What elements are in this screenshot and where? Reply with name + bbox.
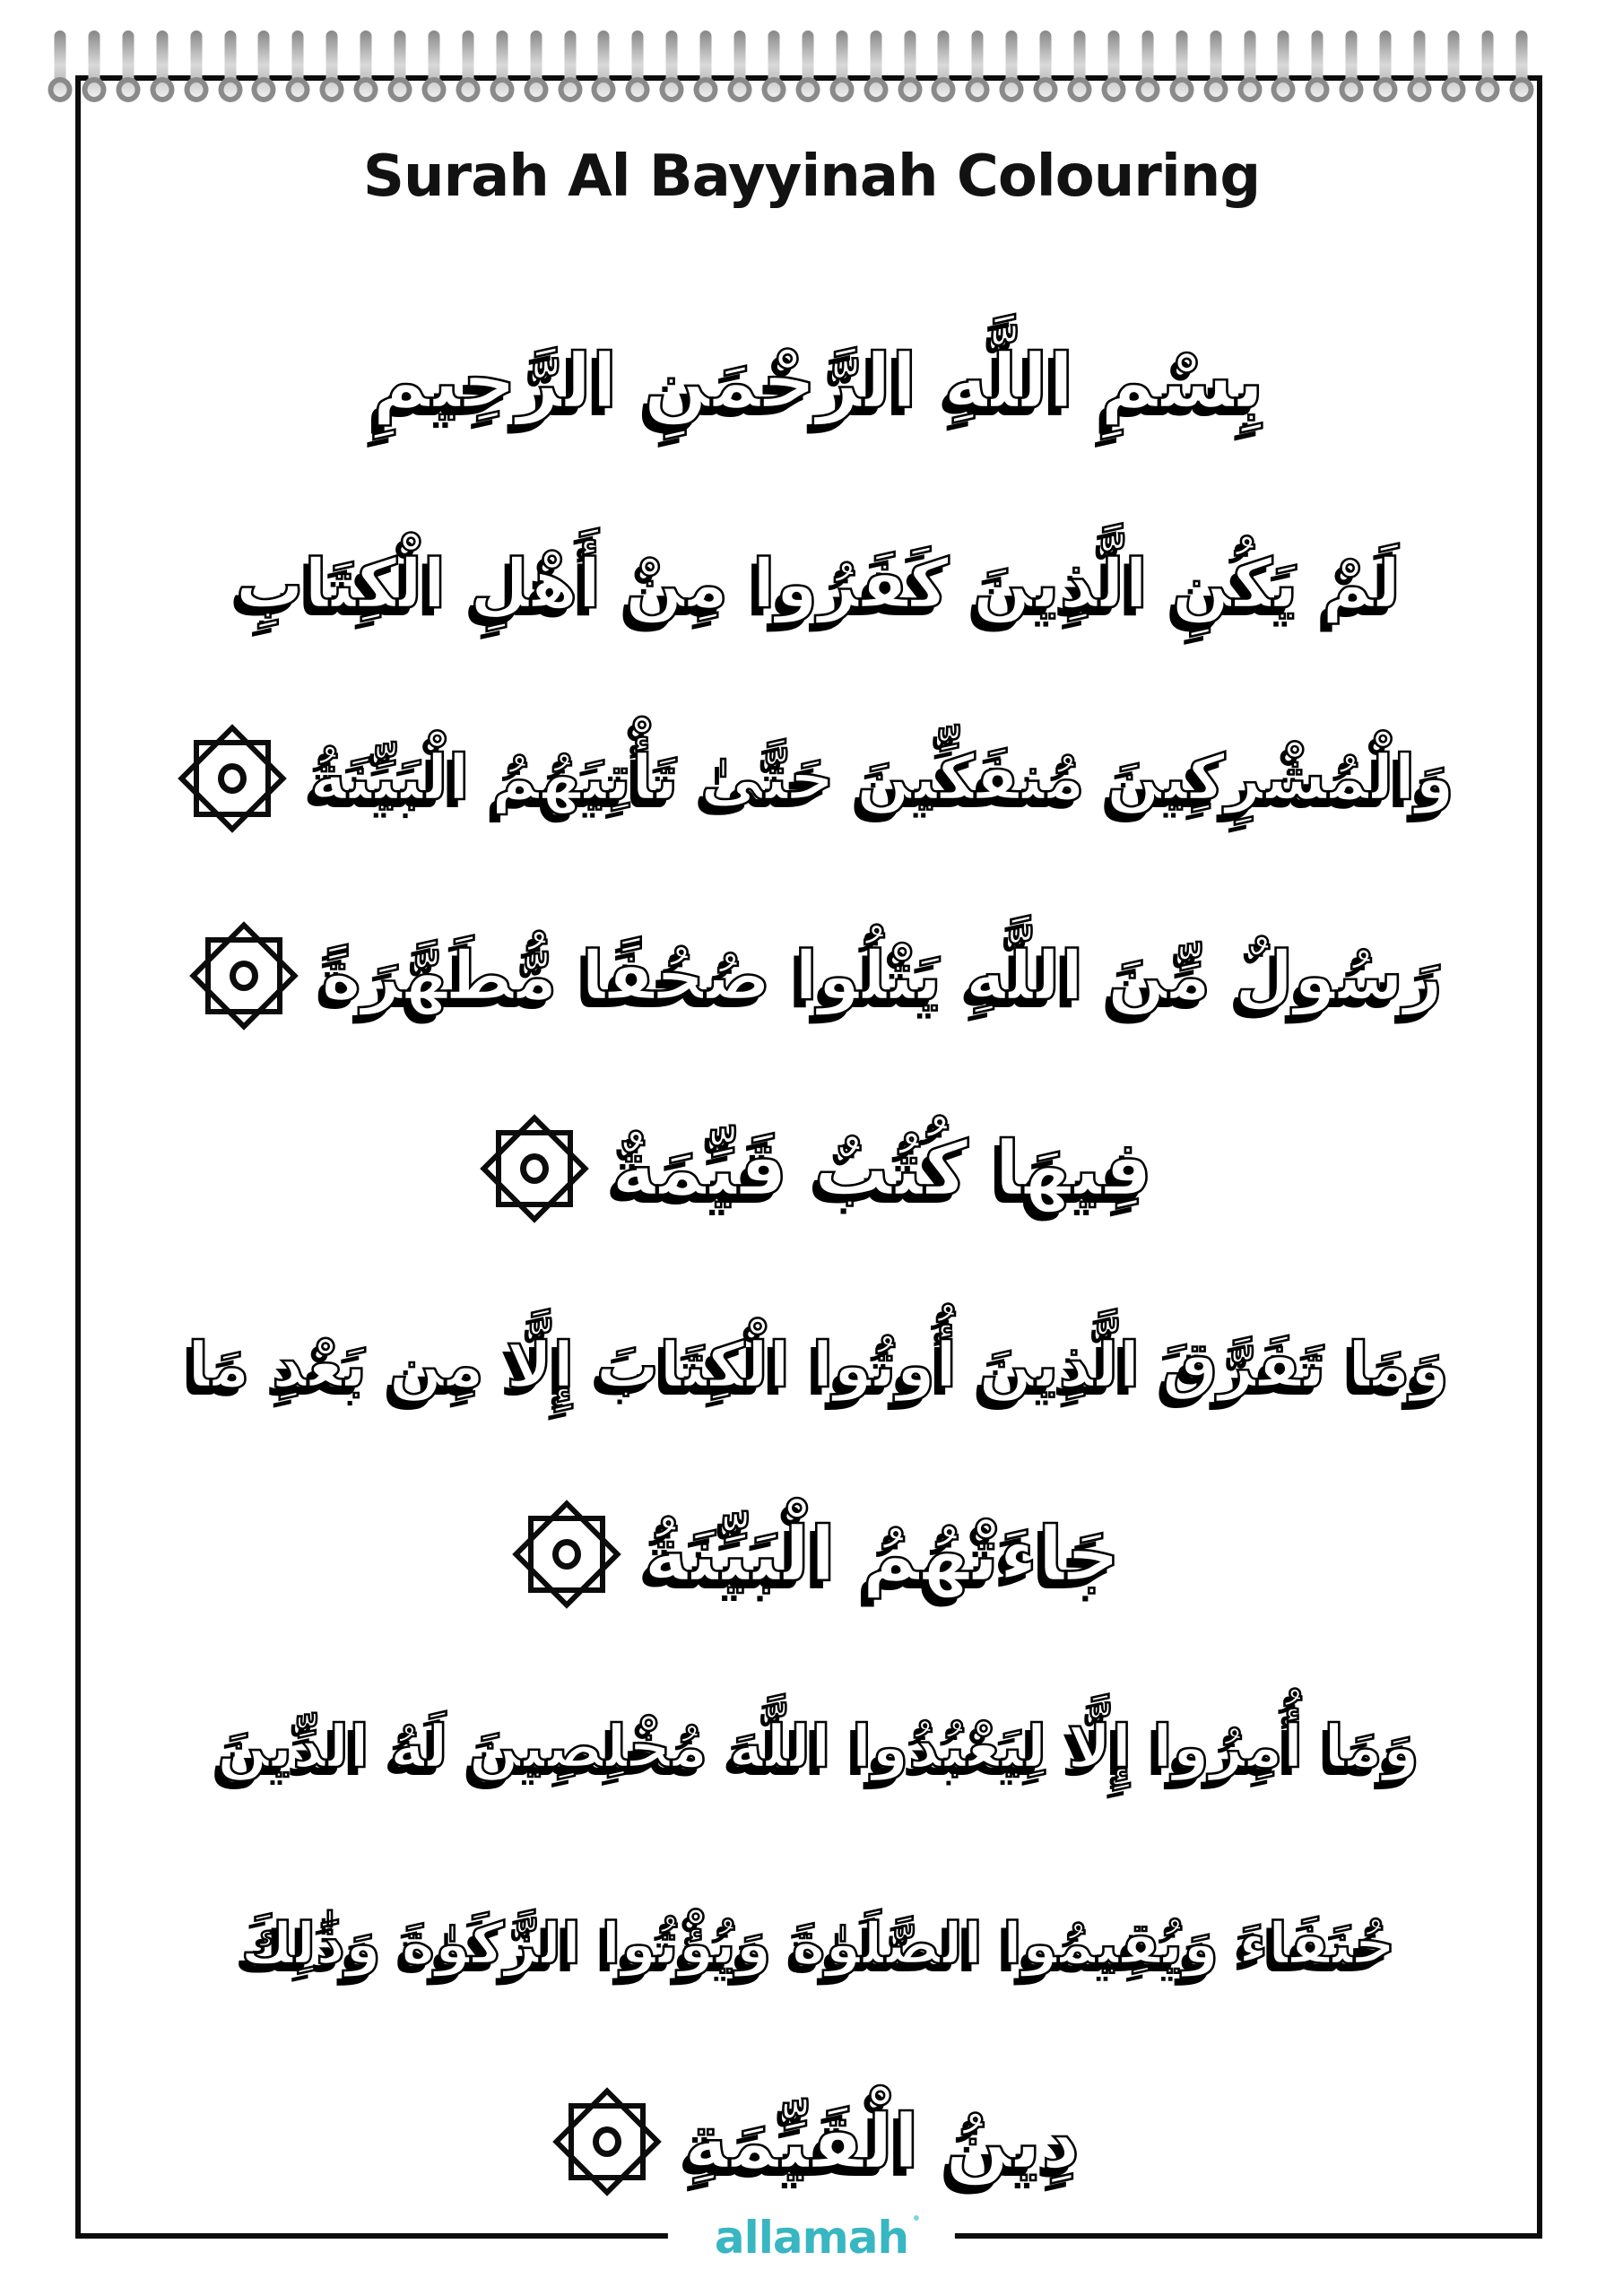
spiral-ring-loop: [1475, 77, 1499, 102]
ayah-text: رَسُولٌ مِّنَ اللَّهِ يَتْلُوا صُحُفًا مُّطَهَّرَةً: [321, 935, 1443, 1015]
ayah-text: وَمَا أُمِرُوا إِلَّا لِيَعْبُدُوا اللَّهَ مُخْلِصِينَ لَهُ الدِّينَ: [217, 1712, 1419, 1781]
spiral-ring: [689, 0, 723, 117]
spiral-ring-loop: [490, 77, 514, 102]
spiral-ring: [77, 0, 111, 117]
spiral-ring: [485, 0, 519, 117]
spiral-ring-loop: [1101, 77, 1125, 102]
spiral-ring: [145, 0, 179, 117]
spiral-ring: [247, 0, 281, 117]
spiral-ring-loop: [354, 77, 378, 102]
spiral-ring: [1233, 0, 1267, 117]
spiral-ring: [1266, 0, 1300, 117]
spiral-ring-loop: [829, 77, 854, 102]
spiral-ring-loop: [795, 77, 820, 102]
verse-end-star-icon: [182, 728, 282, 829]
ayah-line: [85, 883, 1551, 1067]
ayah-text: لَمْ يَكُنِ الَّذِينَ كَفَرُوا مِنْ أَهْلِ الْكِتَابِ: [235, 543, 1402, 623]
spiral-ring-loop: [82, 77, 106, 102]
spiral-ring: [1063, 0, 1097, 117]
spiral-ring: [791, 0, 825, 117]
star-center-dot: [520, 1153, 549, 1184]
spiral-ring: [281, 0, 315, 117]
spiral-ring-loop: [1374, 77, 1398, 102]
spiral-ring: [315, 0, 349, 117]
spiral-ring: [1471, 0, 1505, 117]
ayah-line: [85, 686, 1551, 870]
spiral-ring-loop: [1340, 77, 1364, 102]
spiral-ring-loop: [286, 77, 310, 102]
spiral-ring: [1368, 0, 1402, 117]
spiral-ring: [1334, 0, 1368, 117]
spiral-ring-loop: [388, 77, 412, 102]
spiral-ring: [1436, 0, 1471, 117]
spiral-ring-loop: [320, 77, 344, 102]
star-center-dot: [593, 2126, 621, 2157]
spiral-ring-loop: [1034, 77, 1058, 102]
spiral-ring-loop: [966, 77, 990, 102]
ayah-text: دِينُ الْقَيِّمَةِ: [683, 2097, 1081, 2186]
spiral-ring: [1199, 0, 1233, 117]
star-center-dot: [218, 763, 247, 794]
spiral-ring: [451, 0, 485, 117]
spiral-ring-loop: [694, 77, 718, 102]
spiral-ring-loop: [48, 77, 73, 102]
spiral-ring-loop: [184, 77, 208, 102]
spiral-ring-loop: [218, 77, 242, 102]
spiral-ring: [757, 0, 791, 117]
spiral-ring: [621, 0, 655, 117]
brand-logo: allamah: [715, 2212, 908, 2264]
spiral-ring: [111, 0, 145, 117]
spiral-ring: [1097, 0, 1131, 117]
trademark-dot-icon: [914, 2215, 919, 2221]
verse-end-star-icon: [484, 1118, 585, 1219]
verse-end-star-icon: [194, 926, 294, 1026]
spiral-ring-loop: [1000, 77, 1024, 102]
ayah-text: بِسْمِ اللَّهِ الرَّحْمَنِ الرَّحِيمِ: [372, 336, 1264, 425]
spiral-ring: [1402, 0, 1436, 117]
ayah-line: [85, 491, 1551, 675]
ayah-text: وَمَا تَفَرَّقَ الَّذِينَ أُوتُوا الْكِتَابَ إِلَّا مِن بَعْدِ مَا: [187, 1328, 1450, 1402]
spiral-ring: [893, 0, 927, 117]
spiral-ring: [859, 0, 893, 117]
spiral-ring-loop: [1509, 77, 1533, 102]
spiral-ring-loop: [524, 77, 548, 102]
spiral-ring-loop: [1441, 77, 1465, 102]
spiral-ring-loop: [456, 77, 480, 102]
spiral-ring-loop: [1271, 77, 1296, 102]
spiral-binding: [0, 0, 1623, 117]
spiral-ring-loop: [898, 77, 922, 102]
spiral-ring: [1505, 0, 1539, 117]
spiral-ring-loop: [1237, 77, 1262, 102]
spiral-ring: [553, 0, 587, 117]
spiral-ring: [723, 0, 757, 117]
spiral-ring: [1165, 0, 1199, 117]
star-center-dot: [552, 1539, 581, 1570]
ayah-text: وَالْمُشْرِكِينَ مُنفَكِّينَ حَتَّىٰ تَأْتِيَهُمُ الْبَيِّنَةُ: [309, 741, 1454, 814]
ayah-line: [85, 289, 1551, 473]
spiral-ring: [1300, 0, 1334, 117]
ayah-line: [85, 1852, 1551, 2036]
spiral-ring: [179, 0, 213, 117]
page-title: Surah Al Bayyinah Colouring: [362, 144, 1261, 210]
spiral-ring-loop: [150, 77, 174, 102]
spiral-ring-loop: [116, 77, 140, 102]
spiral-ring-loop: [558, 77, 582, 102]
spiral-ring-loop: [1408, 77, 1432, 102]
spiral-ring-loop: [626, 77, 650, 102]
spiral-ring: [383, 0, 417, 117]
ayah-text: حُنَفَاءَ وَيُقِيمُوا الصَّلَوٰةَ وَيُؤْتُوا الزَّكَوٰةَ وَذَٰلِكَ: [240, 1910, 1396, 1978]
spiral-ring-loop: [1169, 77, 1193, 102]
spiral-ring-loop: [421, 77, 446, 102]
ayah-text: جَاءَتْهُمُ الْبَيِّنَةُ: [643, 1509, 1121, 1598]
verse-end-star-icon: [557, 2092, 657, 2192]
spiral-ring: [1131, 0, 1165, 117]
spiral-ring: [994, 0, 1028, 117]
spiral-ring-loop: [1203, 77, 1228, 102]
brand-logo-box: [668, 2199, 955, 2276]
spiral-ring: [655, 0, 689, 117]
spiral-ring-loop: [761, 77, 785, 102]
ayah-line: [85, 1076, 1551, 1260]
spiral-ring: [1028, 0, 1063, 117]
ayah-line: [85, 1274, 1551, 1457]
spiral-ring-loop: [592, 77, 616, 102]
spiral-ring: [960, 0, 994, 117]
ayah-line: [85, 1462, 1551, 1646]
spiral-ring: [519, 0, 553, 117]
spiral-ring: [43, 0, 77, 117]
spiral-ring-loop: [728, 77, 752, 102]
spiral-ring-loop: [1068, 77, 1092, 102]
spiral-ring-loop: [252, 77, 276, 102]
spiral-ring: [349, 0, 383, 117]
spiral-ring-loop: [932, 77, 956, 102]
spiral-ring: [417, 0, 451, 117]
star-center-dot: [230, 961, 258, 991]
verse-end-star-icon: [516, 1504, 617, 1605]
ayah-text: فِيهَا كُتُبٌ قَيِّمَةٌ: [611, 1124, 1153, 1213]
spiral-ring: [586, 0, 621, 117]
spiral-ring-loop: [864, 77, 888, 102]
spiral-ring: [926, 0, 960, 117]
spiral-ring: [213, 0, 247, 117]
spiral-ring-loop: [660, 77, 684, 102]
spiral-ring: [825, 0, 859, 117]
spiral-ring-loop: [1306, 77, 1330, 102]
spiral-ring-loop: [1135, 77, 1159, 102]
ayah-line: [85, 1655, 1551, 1839]
